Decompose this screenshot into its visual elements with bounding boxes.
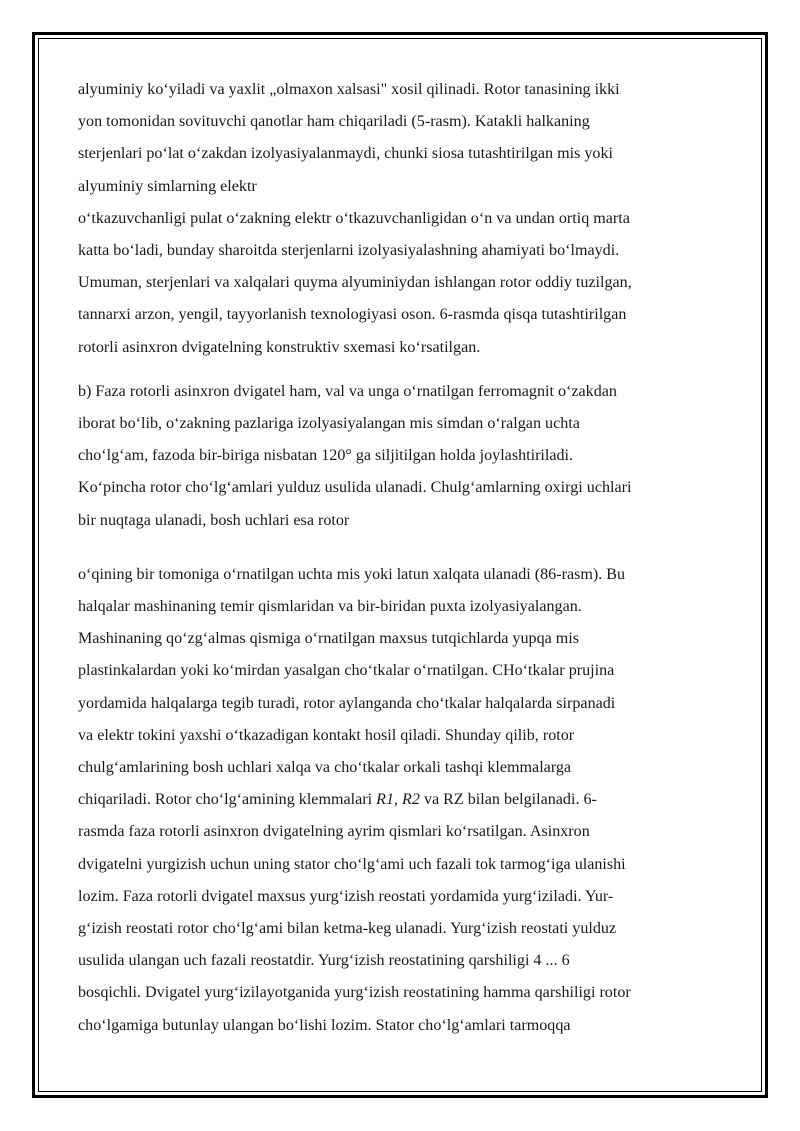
text-line: bir nuqtaga ulanadi, bosh uchlari esa rotor xyxy=(78,511,350,529)
text-line: katta bo‘ladi, bunday sharoitda sterjenlarni izolyasiyalashning ahamiyati bo‘lmaydi. xyxy=(78,242,620,260)
text-line: alyuminiy ko‘yiladi va yaxlit „olmaxon xalsasi" xosil qilinadi. Rotor tanasining ikki xyxy=(78,81,620,98)
text-line: b) Faza rotorli asinxron dvigatel ham, val va unga o‘rnatilgan ferromagnit o‘zakdan xyxy=(78,382,617,400)
text-line: Ko‘pincha rotor cho‘lg‘amlari yulduz usulida ulanadi. Chulg‘amlarning oxirgi uchlari xyxy=(78,479,632,497)
text-line: alyuminiy simlarning elektr xyxy=(78,177,257,195)
text-line: iborat bo‘lib, o‘zakning pazlariga izolyasiyalangan mis simdan o‘ralgan uchta xyxy=(78,415,580,433)
text-line: va elektr tokini yaxshi o‘tkazadigan kontakt hosil qiladi. Shunday qilib, rotor xyxy=(78,726,575,744)
text-line: bosqichli. Dvigatel yurg‘izilayotganida yurg‘izish reostatining hamma qarshiligi rotor xyxy=(78,984,631,1002)
text-line: rasmda faza rotorli asinxron dvigatelning ayrim qismlari ko‘rsatilgan. Asinxron xyxy=(78,823,590,841)
text-line: sterjenlari po‘lat o‘zakdan izolyasiyalanmaydi, chunki siosa tutashtirilgan mis yoki xyxy=(78,145,613,163)
paragraph-phase-rotor xyxy=(78,376,728,537)
text-segment: va RZ bilan belgilanadi. 6- xyxy=(419,791,597,809)
rotor-terminal-labels: R1, R2 xyxy=(376,791,420,809)
text-line: Mashinaning qo‘zg‘almas qismiga o‘rnatilgan maxsus tutqichlarda yupqa mis xyxy=(78,630,580,648)
text-line: cho‘lgamiga butunlay ulangan bo‘lishi lozim. Stator cho‘lg‘amlari tarmoqqa xyxy=(78,1016,571,1034)
text-line: rotorli asinxron dvigatelning konstruktiv sxemasi ko‘rsatilgan. xyxy=(78,338,481,356)
document-body xyxy=(78,74,728,1042)
paragraph-rotor-construction xyxy=(78,74,728,364)
text-line: yon tomonidan sovituvchi qanotlar ham chiqariladi (5-rasm). Katakli halkaning xyxy=(78,113,590,131)
text-line: yordamida halqalarga tegib turadi, rotor aylanganda cho‘tkalar halqalarda sirpanadi xyxy=(78,694,616,712)
text-line: o‘tkazuvchanligi pulat o‘zakning elektr o‘tkazuvchanligidan o‘n va undan ortiq marta xyxy=(78,209,630,227)
text-segment: chiqariladi. Rotor cho‘lg‘amining klemmalari xyxy=(78,791,377,809)
text-line: lozim. Faza rotorli dvigatel maxsus yurg‘izish reostati yordamida yurg‘iziladi. Yur- xyxy=(78,887,614,905)
text-line: o‘qining bir tomoniga o‘rnatilgan uchta mis yoki latun xalqata ulanadi (86-rasm). Bu xyxy=(78,565,626,583)
text-line: dvigatelni yurgizish uchun uning stator cho‘lg‘ami uch fazali tok tarmog‘iga ulanishi xyxy=(78,855,626,873)
text-line: tannarxi arzon, yengil, tayyorlanish texnologiyasi oson. 6-rasmda qisqa tutashtirilgan xyxy=(78,306,627,324)
text-line: plastinkalardan yoki ko‘mirdan yasalgan cho‘tkalar o‘rnatilgan. CHo‘tkalar prujina xyxy=(78,662,615,680)
paragraph-slip-rings xyxy=(78,559,728,1042)
text-line: Umuman, sterjenlari va xalqalari quyma alyuminiydan ishlangan rotor oddiy tuzilgan, xyxy=(78,274,632,292)
text-line: usulida ulangan uch fazali reostatdir. Yurg‘izish reostatining qarshiligi 4 ... 6 xyxy=(78,952,570,970)
text-line: halqalar mashinaning temir qismlaridan va bir-biridan puxta izolyasiyalangan. xyxy=(78,598,582,616)
text-line: cho‘lg‘am, fazoda bir-biriga nisbatan 120° ga siljitilgan holda joylashtiriladi. xyxy=(78,447,574,465)
text-line: chulg‘amlarining bosh uchlari xalqa va cho‘tkalar orkali tashqi klemmalarga xyxy=(78,759,572,777)
text-line-with-italic xyxy=(78,784,728,816)
text-line: g‘izish reostati rotor cho‘lg‘ami bilan ketma-keg ulanadi. Yurg‘izish reostati yulduz xyxy=(78,920,617,938)
